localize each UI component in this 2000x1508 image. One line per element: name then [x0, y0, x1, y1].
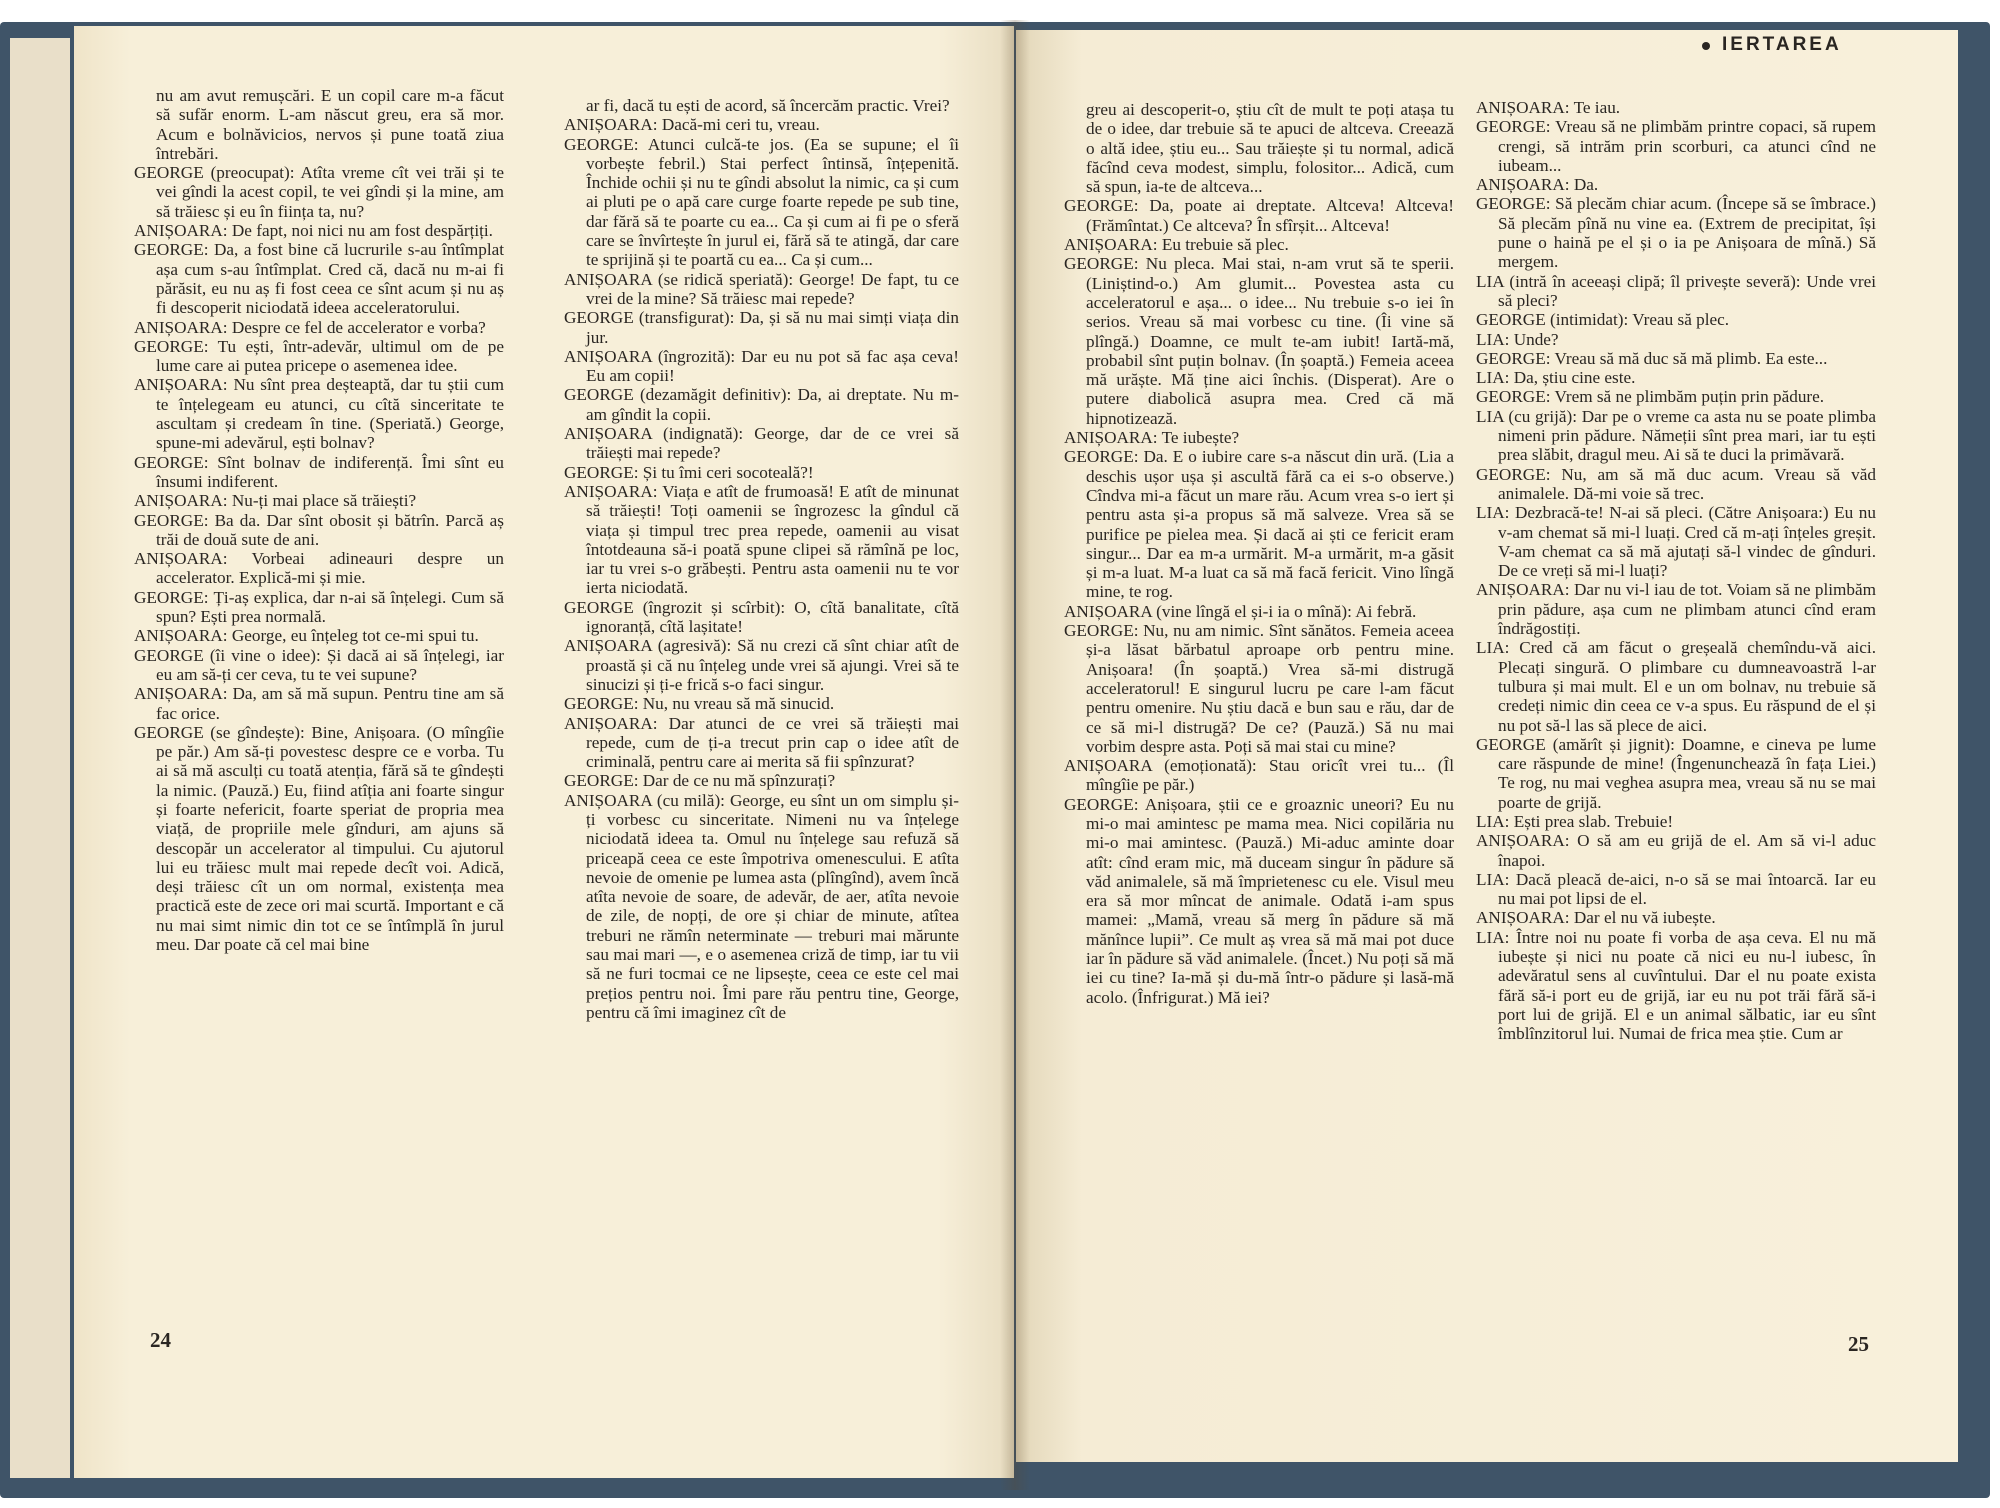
dialogue-line: ANIȘOARA (emoționată): Stau oricît vrei tu... (Îl mîngîie pe păr.) [1064, 756, 1454, 795]
dialogue-line: GEORGE: Atunci culcă-te jos. (Ea se supune; el îi vorbește febril.) Stai perfect întinsă, înțepenită. Închide ochii și nu te gîndi absolut la nimic, ca și cum ai pluti pe o apă care curge foarte repede pe sub tine, dar fără să te poarte cu ea... Ca și cum ai fi pe o sferă care se învîrtește în jurul ei, fără să te atingă, dar care te sprijină și te poartă cu ea... Ca și cum... [564, 134, 959, 270]
dialogue-line: GEORGE: Vreau să ne plimbăm printre copaci, să rupem crengi, să intrăm prin scorburi, ca atunci cînd ne iubeam... [1476, 117, 1876, 175]
dialogue-line: GEORGE: Tu ești, într-adevăr, ultimul om de pe lume care ai putea pricepe o asemenea idee. [134, 336, 504, 376]
dialogue-line: LIA: Da, știu cine este. [1476, 368, 1636, 388]
dialogue-line: ANIȘOARA: O să am eu grijă de el. Am să vi-l aduc înapoi. [1476, 831, 1876, 870]
dialogue-line: GEORGE: Sînt bolnav de indiferență. Îmi sînt eu însumi indiferent. [134, 452, 504, 491]
dialogue-line: LIA (cu grijă): Dar pe o vreme ca asta nu se poate plimba nimeni prin pădure. Nămeții sînt prea mari, iar tu ești prea slăbit, dragul meu. Ai să te duci la primăvară. [1476, 406, 1876, 465]
dialogue-line: GEORGE: Da, a fost bine că lucrurile s-au întîmplat așa cum s-au întîmplat. Cred că, dacă nu m-ai fi părăsit, eu nu aș fi fost ceea ce sînt acum și nu aș fi descoperit niciodată ideea acceleratorului. [134, 240, 504, 318]
dialogue-line: GEORGE: Anișoara, știi ce e groaznic uneori? Eu nu mi-o mai amintesc pe mama mea. Nici copilăria nu mi-o mai amintesc. (Pauză.) Mi-aduc aminte doar atît: cînd eram mic, mă duceam singur în pădure să văd animalele, să mă împrietenesc cu ele. Visul meu era să mor mîncat de animale. Odată i-am spus mamei: „Mamă, vreau să merg în pădure să mă mănînce lupii”. Ce mult aș vrea să mă mai pot duce iar în pădure să văd animalele. (Încet.) Nu poți să mă iei cu tine? Ia-mă și du-mă într-o pădure și lasă-mă acolo. (Înfrigurat.) Mă iei? [1064, 794, 1454, 1007]
header-bullet [1702, 42, 1710, 50]
dialogue-line: GEORGE: Da. E o iubire care s-a născut din ură. (Lia a deschis ușor ușa și ascultă fără ca ei s-o observe.) Cîndva mi-a făcut un mare rău. Acum vrea s-o iert și pentru asta și-a propus să mă salveze. Vrea să se purifice pe pielea mea. Și dacă ai ști ce fericit eram singur... Dar ea m-a urmărit. M-a urmărit, m-a găsit și m-a luat. M-a luat ca să mă facă fericit. Vino lîngă mine, te rog. [1064, 447, 1454, 602]
dialogue-continuation: nu am avut remușcări. E un copil care m-a făcut să sufăr enorm. L-am născut greu, era să mor. Acum e bolnăvicios, nervos și pune toată ziua întrebări. [156, 86, 504, 163]
dialogue-line: LIA: Ești prea slab. Trebuie! [1476, 811, 1674, 831]
dialogue-line: ANIȘOARA (vine lîngă el și-i ia o mînă): Ai febră. [1064, 601, 1417, 621]
dialogue-line: GEORGE: Vreau să mă duc să mă plimb. Ea este... [1476, 348, 1828, 368]
dialogue-line: ANIȘOARA: Dar nu vi-l iau de tot. Voiam să ne plimbăm prin pădure, așa cum ne plimbam atunci cînd eram îndrăgostiți. [1476, 580, 1876, 639]
right-page-column-1 [1064, 100, 1454, 1007]
dialogue-line: GEORGE: Ți-aș explica, dar n-ai să înțelegi. Cum să spun? Ești prea normală. [134, 587, 504, 627]
left-page-column-2 [564, 96, 959, 1022]
dialogue-line: ANIȘOARA: Da, am să mă supun. Pentru tine am să fac orice. [134, 684, 504, 723]
dialogue-line: ANIȘOARA (îngrozită): Dar eu nu pot să fac așa ceva! Eu am copii! [564, 346, 959, 386]
dialogue-line: GEORGE: Nu, am să mă duc acum. Vreau să văd animalele. Dă-mi voie să trec. [1476, 464, 1876, 503]
dialogue-line: GEORGE (amărît și jignit): Doamne, e cineva pe lume care răspunde de mine! (Îngenunchează în fața Liei.) Te rog, nu mai veghea asupra mea, vreau să nu se mai poarte de grijă. [1476, 734, 1876, 812]
dialogue-line: ANIȘOARA: Te iau. [1476, 98, 1621, 117]
dialogue-line: GEORGE (îi vine o idee): Și dacă ai să înțelegi, iar eu am să-ți cer ceva, tu te vei supune? [134, 645, 504, 684]
running-header: IERTAREA [1722, 34, 1842, 55]
dialogue-line: ANIȘOARA: Nu sînt prea deșteaptă, dar tu știi cum te înțelegeam eu atunci, cu cîtă sinceritate te ascultam și credeam în tine. (Speriată.) George, spune-mi adevărul, ești bolnav? [134, 375, 504, 453]
dialogue-line: GEORGE: Dar de ce nu mă spînzurați? [564, 771, 836, 791]
dialogue-line: GEORGE: Și tu îmi ceri socoteală?! [564, 462, 814, 482]
dialogue-line: ANIȘOARA: Dar atunci de ce vrei să trăiești mai repede, cum de ți-a trecut prin cap o idee atît de criminală, pentru care ai merita să fii spînzurat? [564, 713, 959, 772]
dialogue-line: ANIȘOARA: Dar el nu vă iubește. [1476, 908, 1716, 928]
dialogue-line: GEORGE (preocupat): Atîta vreme cît vei trăi și te vei gîndi la acest copil, te vei gîndi și la mine, am să trăiesc și eu în ființa ta, nu? [134, 163, 504, 221]
dialogue-line: GEORGE: Vrem să ne plimbăm puțin prin pădure. [1476, 387, 1825, 407]
dialogue-line: ANIȘOARA: Eu trebuie să plec. [1064, 235, 1289, 255]
dialogue-line: GEORGE: Să plecăm chiar acum. (Începe să se îmbrace.) Să plecăm pînă nu vine ea. (Extrem de precipitat, își pune o haină pe el și o ia pe Anișoara de mînă.) Să mergem. [1476, 194, 1876, 272]
dialogue-line: ANIȘOARA (cu milă): George, eu sînt un om simplu și-ți vorbesc cu sinceritate. Nimeni nu va înțelege niciodată ideea ta. Omul nu înțelege sau refuză să priceapă ceea ce este împotriva omenescului. E atîta nevoie de omenie pe lumea asta (plîngînd), avem încă atîta nevoie de soare, de adevăr, de aer, atîta nevoie de zile, de nopți, de ore și chiar de minute, atîtea treburi ne rămîn neterminate — treburi mai mărunte sau mai mari —, e o asemenea criză de timp, iar tu vii să ne furi tocmai ce ne lipsește, ceea ce este cel mai prețios pentru noi. Îmi pare rău pentru tine, George, pentru că îmi imaginez cît de [564, 790, 959, 1022]
dialogue-line: GEORGE: Nu pleca. Mai stai, n-am vrut să te sperii. (Liniștind-o.) Am glumit... Povestea asta cu acceleratorul e așa... o idee... Nu trebuie s-o iei în serios. Vreau să mai vorbesc cu tine. (Îi vine să plîngă.) Doamne, ce mult te-am iubit! Iartă-mă, probabil sînt puțin bolnav. (În șoaptă.) Femeia aceea mă urăște. Mă ține aici închis. (Disperat). Are o putere diabolică asupra mea. Cred că mă hipnotizează. [1064, 254, 1454, 428]
dialogue-line: LIA: Dezbracă-te! N-ai să pleci. (Către Anișoara:) Eu nu v-am chemat să mi-l luați. Cred că m-ați înțeles greșit. V-am chemat ca să mă ajutați să-l vindec de gînduri. De ce vreți să mi-l luați? [1476, 503, 1876, 581]
dialogue-continuation: ar fi, dacă tu ești de acord, să încercăm practic. Vrei? [586, 96, 950, 115]
dialogue-line: ANIȘOARA: Dacă-mi ceri tu, vreau. [564, 115, 820, 135]
dialogue-line: GEORGE: Da, poate ai dreptate. Altceva! Altceva! (Frămîntat.) Ce altceva? În sfîrșit... Altceva! [1064, 196, 1454, 235]
dialogue-line: GEORGE: Nu, nu am nimic. Sînt sănătos. Femeia aceea și-a lăsat bărbatul aproape orb pentru mine. Anișoara! (În șoaptă.) Vrea să-mi distrugă acceleratorul! E singurul lucru pe care l-am făcut pentru omenire. Nu știu dacă e bun sau e rău, dar de ce să mi-l distrugă? De ce? (Pauză.) Să nu mai vorbim despre asta. Poți să mai stai cu mine? [1064, 621, 1454, 756]
dialogue-line: LIA: Între noi nu poate fi vorba de așa ceva. El nu mă iubește și nici nu poate că nici eu nu-l iubesc, în adevăratul sens al cuvîntului. Dar el nu poate exista fără să-i port eu de grijă, iar eu nu pot trăi fără să-i port lui de grijă. El e un animal sălbatic, iar eu sînt îmblînzitorul lui. Numai de frica mea știe. Cum ar [1476, 927, 1876, 1044]
cover-inner-edge [10, 38, 70, 1478]
left-page-column-1 [134, 86, 504, 954]
dialogue-line: ANIȘOARA: Vorbeai adineauri despre un accelerator. Explică-mi și mie. [134, 549, 504, 588]
dialogue-line: GEORGE (îngrozit și scîrbit): O, cîtă banalitate, cîtă ignoranță, cîtă lașitate! [564, 597, 959, 637]
dialogue-line: ANIȘOARA (indignată): George, dar de ce vrei să trăiești mai repede? [564, 424, 959, 463]
dialogue-line: ANIȘOARA: Te iubește? [1064, 428, 1240, 448]
right-page [1016, 30, 1958, 1462]
dialogue-continuation: greu ai descoperit-o, știu cît de mult te poți atașa tu de o idee, dar trebuie să te apuci de altceva. Creează o altă idee, știu eu... Sau trăiește și tu normal, adică făcînd ceva modest, simplu, folositor... Adică, cum să spun, ia-te de altceva... [1086, 100, 1454, 197]
dialogue-line: ANIȘOARA: Viața e atît de frumoasă! E atît de minunat să trăiești! Toți oamenii se îngrozesc la gîndul că viața și timpul trec prea repede, oamenii au visat întotdeauna să-i poată spune clipei să rămînă pe loc, iar tu vrei s-o grăbești. Pentru asta oamenii nu te vor ierta niciodată. [564, 481, 959, 598]
dialogue-line: ANIȘOARA: De fapt, noi nici nu am fost despărțiți. [134, 221, 493, 241]
page-number-right: 25 [1848, 1332, 1869, 1356]
dialogue-line: LIA (intră în aceeași clipă; îl privește severă): Unde vrei să pleci? [1476, 271, 1876, 310]
dialogue-line: LIA: Unde? [1476, 329, 1559, 349]
dialogue-line: ANIȘOARA: George, eu înțeleg tot ce-mi spui tu. [134, 626, 479, 646]
book-gutter [1000, 20, 1030, 1490]
dialogue-line: LIA: Cred că am făcut o greșeală chemîndu-vă aici. Plecați singură. O plimbare cu dumneavoastră l-ar tulbura și mai mult. El e un om bolnav, nu trebuie să credeți nimic din ceea ce v-a spus. Eu răspund de el și nu pot să-l las să plece de aici. [1476, 638, 1876, 735]
dialogue-line: GEORGE (intimidat): Vreau să plec. [1476, 310, 1730, 330]
dialogue-line: GEORGE (se gîndește): Bine, Anișoara. (O mîngîie pe păr.) Am să-ți povestesc despre ce e vorba. Tu ai să mă asculți cu toată atenția, fără să te gîndești la nimic. (Pauză.) Eu, fiind atîția ani foarte singur și foarte nefericit, foarte speriat de propria mea viață, de propriile mele gînduri, am ajuns să descopăr un accelerator al timpului. Cu ajutorul lui eu trăiesc mult mai repede decît voi. Adică, deși trăiesc cît un om normal, existența mea practică este de zece ori mai scurtă. Important e că nu mai simt nimic din tot ce se întîmplă în jurul meu. Dar poate că cel mai bine [134, 722, 504, 955]
dialogue-line: ANIȘOARA: Nu-ți mai place să trăiești? [134, 491, 417, 511]
dialogue-line: LIA: Dacă pleacă de-aici, n-o să se mai întoarcă. Iar eu nu mai pot lipsi de el. [1476, 869, 1876, 909]
page-number-left: 24 [150, 1328, 171, 1352]
dialogue-line: ANIȘOARA: Despre ce fel de accelerator e vorba? [134, 317, 486, 337]
left-page [74, 26, 1014, 1478]
dialogue-line: GEORGE: Ba da. Dar sînt obosit și bătrîn. Parcă aș trăi de două sute de ani. [134, 510, 504, 549]
right-page-column-2 [1476, 98, 1876, 1044]
dialogue-line: ANIȘOARA (se ridică speriată): George! De fapt, tu ce vrei de la mine? Să trăiesc mai repede? [564, 269, 959, 308]
dialogue-line: ANIȘOARA: Da. [1476, 175, 1599, 195]
dialogue-line: ANIȘOARA (agresivă): Să nu crezi că sînt chiar atît de proastă și că nu înțeleg unde vrei să ajungi. Vrei să te sinucizi și ți-e frică s-o faci singur. [564, 636, 959, 694]
dialogue-line: GEORGE (dezamăgit definitiv): Da, ai dreptate. Nu m-am gîndit la copii. [564, 385, 959, 424]
dialogue-line: GEORGE (transfigurat): Da, și să nu mai simți viața din jur. [564, 308, 959, 347]
dialogue-line: GEORGE: Nu, nu vreau să mă sinucid. [564, 694, 835, 714]
